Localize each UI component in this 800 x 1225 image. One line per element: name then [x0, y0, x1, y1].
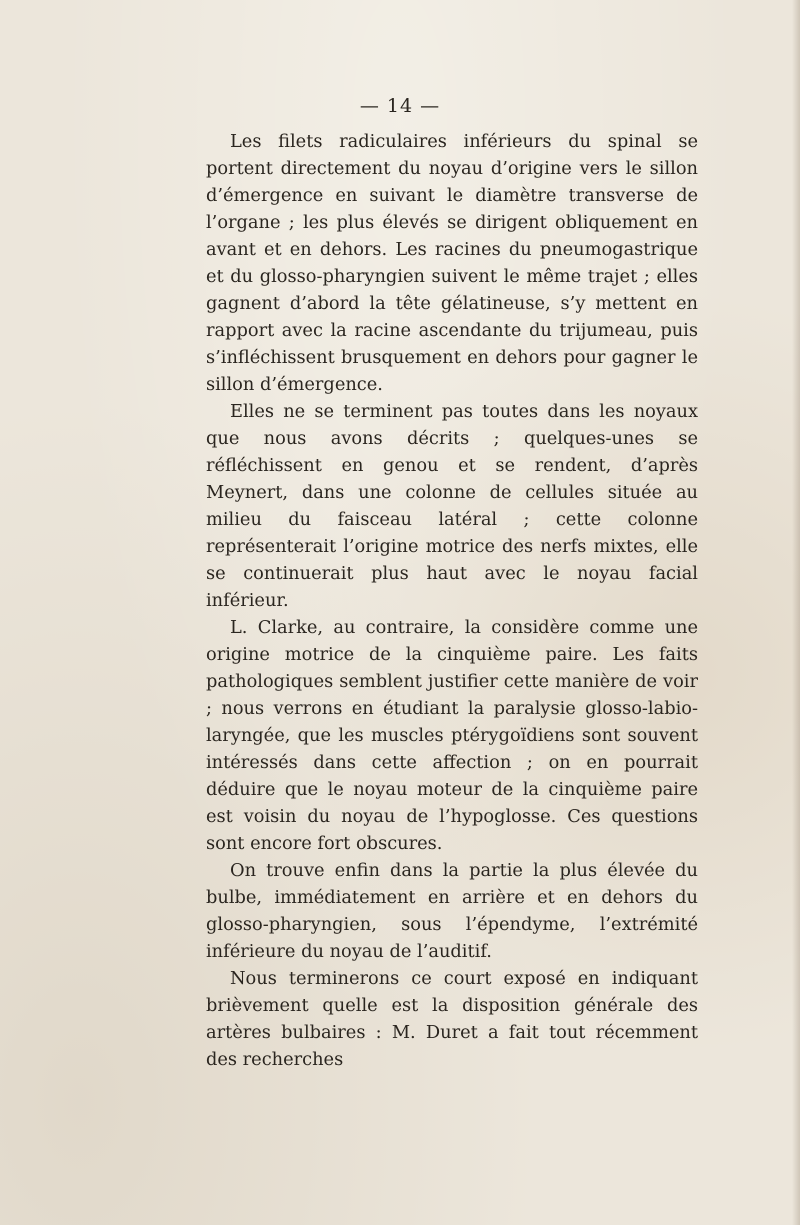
- paragraph-3: L. Clarke, au contraire, la considère comme une origine motrice de la cinquième paire. Les faits pathologiques semblent justifier cette manière de voir ; nous verrons en étudiant la paralysie glosso-labio-laryngée, que les muscles ptérygoïdiens sont souvent intéressés dans cette affection ; on en pourrait déduire que le noyau moteur de la cinquième paire est voisin du noyau de l’hypoglosse. Ces questions sont encore fort obscures.: [206, 617, 698, 854]
- page-number: — 14 —: [359, 95, 441, 117]
- paragraph-1: Les filets radiculaires inférieurs du spinal se portent directement du noyau d’origine vers le sillon d’émergence en suivant le diamètre transverse de l’organe ; les plus élevés se dirigent obliquement en avant et en dehors. Les racines du pneumogastrique et du glosso-pharyngien suivent le même trajet ; elles gagnent d’abord la tête gélatineuse, s’y mettent en rapport avec la racine ascendante du trijumeau, puis s’infléchissent brusquement en dehors pour gagner le sillon d’émergence.: [206, 131, 698, 395]
- paragraph-2: Elles ne se terminent pas toutes dans les noyaux que nous avons décrits ; quelques-unes se réfléchissent en genou et se rendent, d’après Meynert, dans une colonne de cellules située au milieu du faisceau latéral ; cette colonne représenterait l’origine motrice des nerfs mixtes, elle se continuerait plus haut avec le noyau facial inférieur.: [206, 401, 698, 611]
- paragraph-5: Nous terminerons ce court exposé en indiquant brièvement quelle est la disposition générale des artères bulbaires : M. Duret a fait tout récemment des recherches: [206, 968, 698, 1070]
- page-edge-shadow: [792, 0, 800, 1225]
- body-text: [206, 128, 698, 1073]
- paragraph-4: On trouve enfin dans la partie la plus élevée du bulbe, immédiatement en arrière et en dehors du glosso-pharyngien, sous l’épendyme, l’extrémité inférieure du noyau de l’auditif.: [206, 860, 698, 962]
